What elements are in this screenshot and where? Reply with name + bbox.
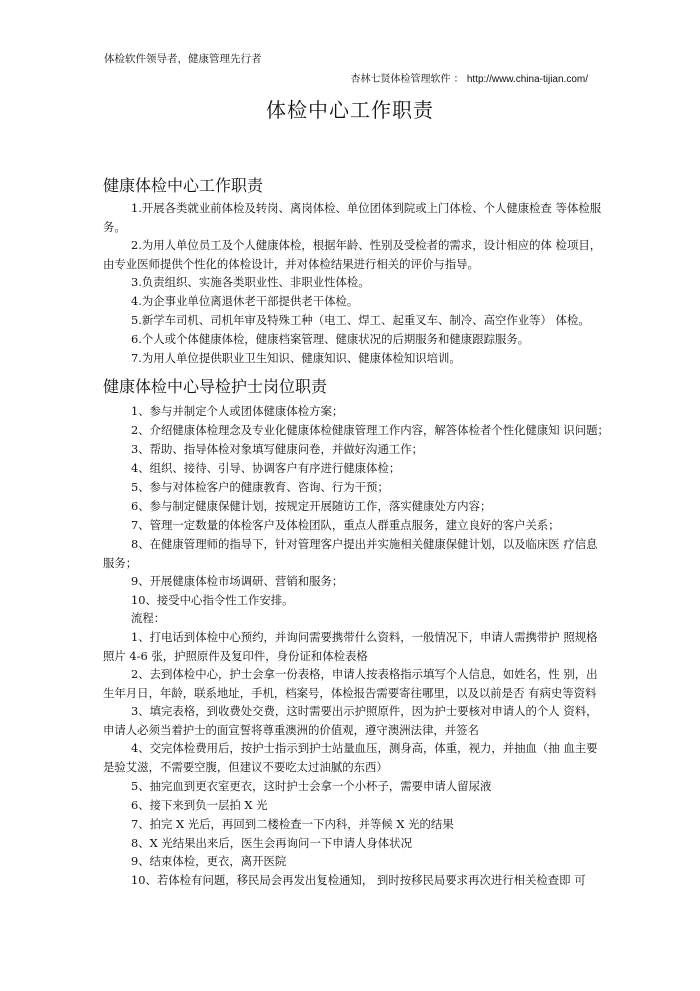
nurse-duty-item: 8、在健康管理师的指导下，针对管理客户提出并实施相关健康保健计划，以及临床医 疗信息服务； (103, 537, 598, 570)
nurse-duty-item: 2、介绍健康体检理念及专业化健康体检健康管理工作内容，解答体检者个性化健康知 识问题； (131, 423, 609, 437)
process-step: 9、结束体检，更衣，离开医院 (131, 854, 287, 868)
nurse-duty-item: 4、组织、接待、引导、协调客户有序进行健康体检； (131, 461, 401, 475)
nurse-duty-item: 3、帮助、指导体检对象填写健康问卷，并做好沟通工作； (131, 442, 424, 456)
process-label: 流程： (131, 611, 166, 625)
process-step: 3、填完表格，到收费处交费，这时需要出示护照原件，因为护士要核对申请人的个人 资料，申请人必须当着护士的面宣誓将尊重澳洲的价值观，遵守澳洲法律，并签名 (103, 704, 598, 737)
nurse-duty-item: 10、接受中心指令性工作安排。 (131, 593, 294, 607)
nurse-duty-item: 6、参与制定健康保健计划，按规定开展随访工作，落实健康处方内容； (131, 499, 492, 513)
section-heading-nurse-duties: 健康体检中心导检护士岗位职责 (103, 377, 328, 396)
process-step: 4、交完体检费用后，按护士指示到护士站量血压，测身高，体重，视力，并抽血（抽 血主要是验艾滋，不需要空腹，但建议不要吃太过油腻的东西） (103, 741, 598, 774)
duty-item: 1.开展各类就业前体检及转岗、离岗体检、单位团体到院或上门体检、个人健康检查 等体检服务。 (103, 201, 602, 234)
duty-item: 5.新学车司机、司机年审及特殊工种（电工、焊工、起重叉车、制冷、高空作业等） 体检。 (131, 313, 590, 327)
nurse-duty-item: 9、开展健康体检市场调研、营销和服务； (131, 574, 344, 588)
page-title: 体检中心工作职责 (266, 98, 434, 122)
header-software-info (350, 70, 588, 85)
duty-item: 4.为企事业单位离退休老干部提供老干体检。 (131, 294, 359, 308)
nurse-duty-item: 1、参与并制定个人或团体健康体检方案； (131, 404, 344, 418)
duty-item: 3.负责组织、实施各类职业性、非职业性体检。 (131, 275, 370, 289)
nurse-duty-item: 7、管理一定数量的体检客户及体检团队，重点人群重点服务，建立良好的客户关系； (131, 518, 560, 532)
process-step: 8、X 光结果出来后，医生会再询问一下申请人身体状况 (131, 836, 412, 850)
duty-item: 2.为用人单位员工及个人健康体检，根据年龄、性别及受检者的需求，设计相应的体 检项目，由专业医师提供个性化的体检设计，并对体检结果进行相关的评价与指导。 (103, 238, 602, 271)
process-step: 7、拍完 X 光后，再回到二楼检查一下内科，并等候 X 光的结果 (131, 817, 454, 831)
section-heading-center-duties: 健康体检中心工作职责 (103, 176, 264, 195)
process-step: 10、若体检有问题，移民局会再发出复检通知， 到时按移民局要求再次进行相关检查即 可 (131, 873, 586, 887)
duty-item: 7.为用人单位提供职业卫生知识、健康知识、健康体检知识培训。 (131, 351, 461, 365)
duty-item: 6.个人或个体健康体检，健康档案管理、健康状况的后期服务和健康跟踪服务。 (131, 332, 530, 346)
process-step: 2、去到体检中心，护士会拿一份表格，申请人按表格指示填写个人信息，如姓名，性 别，出生年月日，年龄，联系地址，手机，档案号，体检报告需要寄往哪里，以及以前是否 有病史等资料 (103, 667, 598, 700)
header-tagline: 体检软件领导者，健康管理先行者 (104, 53, 262, 65)
process-step: 1、打电话到体检中心预约，并询问需要携带什么资料，一般情况下，申请人需携带护 照规格照片 4-6 张，护照原件及复印件，身份证和体检表格 (103, 630, 598, 663)
header-url-link[interactable]: http://www.china-tijian.com/ (466, 74, 588, 85)
process-step: 6、接下来到负一层拍 X 光 (131, 798, 268, 812)
header-software-name: 杏林七贤体检管理软件 ： (350, 74, 464, 85)
process-step: 5、抽完血到更衣室更衣，这时护士会拿一个小杯子，需要申请人留尿液 (131, 779, 492, 793)
nurse-duty-item: 5、参与对体检客户的健康教育、咨询、行为干预； (131, 480, 389, 494)
